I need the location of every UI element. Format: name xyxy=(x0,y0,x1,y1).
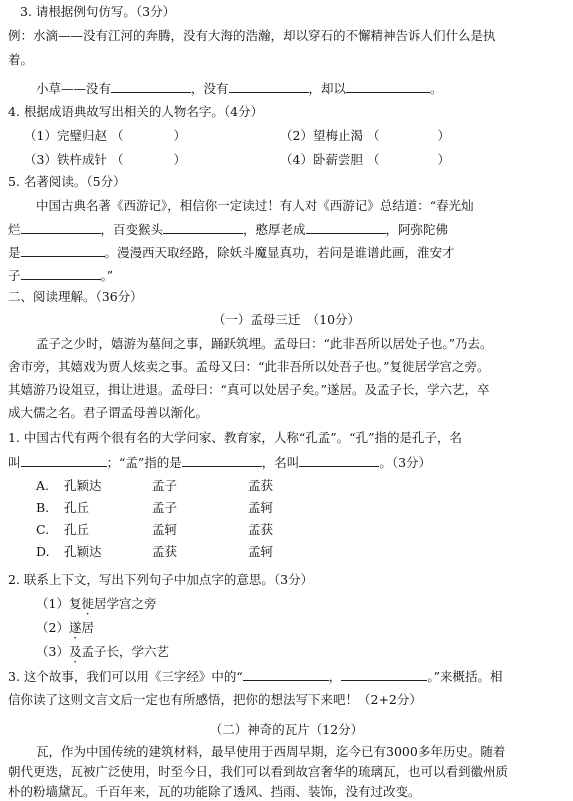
s2-q2-title: 2. 联系上下文，写出下列句子中加点字的意思。（3分） xyxy=(8,572,314,587)
option-letter: A. xyxy=(36,478,50,493)
q5-line1: 中国古典名著《西游记》，相信你一定读过！有人对《西游记》总结道：“春光灿 xyxy=(36,198,474,213)
q3-fill-line xyxy=(36,80,443,97)
passage1-line: 成大儒之名。君子谓孟母善以渐化。 xyxy=(8,405,209,420)
option-letter: C. xyxy=(36,522,50,537)
q4-item-2 xyxy=(280,128,467,144)
item-text: 居学宫之旁 xyxy=(93,596,157,611)
s2-q1-line1: 1. 中国古代有两个很有名的大学问家、教育家，人称“孔孟”。“孔”指的是孔子，名 xyxy=(8,430,462,445)
q4-item-label: （4）卧薪尝胆 xyxy=(280,152,363,167)
s2-q1-line2 xyxy=(8,454,431,471)
q4-item-label: （2）望梅止渴 xyxy=(280,128,363,143)
q3-fill-b: ，没有 xyxy=(191,81,229,96)
q4-item-1 xyxy=(24,128,197,144)
option-cell: 孟子 xyxy=(152,500,178,515)
q5-blank-5[interactable] xyxy=(21,267,101,280)
paren-right: ） xyxy=(173,152,186,167)
q5-line3 xyxy=(8,244,455,261)
dotted-char: 徙 xyxy=(81,596,94,611)
q3-fill-c: ，却以 xyxy=(308,81,347,96)
subsection2-title: （二）神奇的瓦片（12分） xyxy=(209,722,364,737)
s2-q1-text: ；“孟”指的是 xyxy=(106,455,182,470)
option-cell: 孔颖达 xyxy=(64,544,102,559)
s2-q1-text: 叫 xyxy=(8,455,21,470)
passage1-line: 孟子之少时，嬉游为墓间之事，踊跃筑埋。孟母曰：“此非吾所以居处子也。”乃去。 xyxy=(36,336,493,351)
passage2-line: 瓦，作为中国传统的建筑材料，最早使用于西周早期，迄今已有3000多年历史。随着 xyxy=(36,744,506,759)
item-number: （1） xyxy=(36,596,69,611)
paren-left: （ xyxy=(110,152,124,167)
s2-q1-blank-2[interactable] xyxy=(182,454,262,467)
option-cell: 孟子 xyxy=(152,478,178,493)
s2-q3-blank-1[interactable] xyxy=(243,668,329,681)
passage1-line: 其嬉游乃设俎豆，揖让进退。孟母曰：“真可以处居子矣。”遂居。及孟子长，学六艺，卒 xyxy=(8,382,490,397)
option-cell: 孟轲 xyxy=(152,522,178,537)
s2-q3-line1 xyxy=(8,668,502,685)
item-text: 居 xyxy=(81,620,94,635)
s2-q3-line2: 信你读了这则文言文后一定也有所感悟，把你的想法写下来吧！（2+2分） xyxy=(8,692,422,707)
q5-text: 子 xyxy=(8,268,21,283)
s2-q1-blank-3[interactable] xyxy=(299,454,379,467)
q5-blank-2[interactable] xyxy=(163,221,243,234)
paren-right: ） xyxy=(437,128,450,143)
q3-blank-2[interactable] xyxy=(229,80,309,93)
q5-blank-4[interactable] xyxy=(21,244,105,257)
q3-example-line1: 例：水滴——没有江河的奔腾，没有大海的浩瀚，却以穿石的不懈精神告诉人们什么是执 xyxy=(8,28,496,43)
q5-text: ，阿弥陀佛 xyxy=(385,222,449,237)
q4-item-label: （1）完璧归赵 xyxy=(24,128,107,143)
q3-example-line2: 着。 xyxy=(8,52,34,67)
dotted-char: 遂 xyxy=(68,620,82,635)
q5-blank-1[interactable] xyxy=(21,221,101,234)
s2-q3-text: 。”来概括。相 xyxy=(427,669,503,684)
s2-q1-blank-1[interactable] xyxy=(21,454,107,467)
s2-q1-text: ，名叫 xyxy=(261,455,300,470)
subsection1-title: （一）孟母三迁 （10分） xyxy=(212,312,361,327)
option-cell: 孟获 xyxy=(248,522,274,537)
option-cell: 孟获 xyxy=(152,544,178,559)
option-letter: D. xyxy=(36,544,50,559)
q5-line2 xyxy=(8,221,448,238)
option-cell: 孔丘 xyxy=(64,500,90,515)
paren-left: （ xyxy=(110,128,124,143)
option-cell: 孟轲 xyxy=(248,544,274,559)
q3-blank-3[interactable] xyxy=(346,80,430,93)
q5-text: ，百变猴头 xyxy=(100,222,164,237)
item-number: （3） xyxy=(36,644,69,659)
q4-item-4 xyxy=(280,152,467,168)
paren-left: （ xyxy=(366,152,380,167)
paren-right: ） xyxy=(173,128,186,143)
section2-title: 二、阅读理解。（36分） xyxy=(8,289,143,304)
item-text: 复 xyxy=(68,596,82,611)
q5-text: 。漫漫西天取经路，除妖斗魔显真功，若问是谁谱此画，淮安才 xyxy=(104,245,455,260)
q5-text: 烂 xyxy=(8,222,21,237)
q5-text: ，憨厚老成 xyxy=(243,222,306,237)
q5-blank-3[interactable] xyxy=(306,221,386,234)
q5-text: 。” xyxy=(100,268,114,283)
option-cell: 孔丘 xyxy=(64,522,90,537)
option-letter: B. xyxy=(36,500,50,515)
paren-right: ） xyxy=(437,152,450,167)
passage2-line: 朴的粉墙黛瓦。千百年来，瓦的功能除了透风、挡雨、装饰，没有过改变。 xyxy=(8,784,421,799)
passage1-line: 舍市旁，其嬉戏为贾人炫卖之事。孟母又曰：“此非吾所以处吾子也。”复徙居学宫之旁。 xyxy=(8,359,490,374)
option-cell: 孔颖达 xyxy=(64,478,102,493)
q4-item-label: （3）铁杵成针 xyxy=(24,152,107,167)
q3-title: 3. 请根据例句仿写。（3分） xyxy=(20,4,176,19)
q5-text: 是 xyxy=(8,245,21,260)
item-number: （2） xyxy=(36,620,69,635)
s2-q1-text: 。（3分） xyxy=(379,455,432,470)
s2-q2-item xyxy=(36,620,94,636)
s2-q2-item xyxy=(36,644,169,660)
q4-item-3 xyxy=(24,152,197,168)
q3-fill-end: 。 xyxy=(430,81,443,96)
s2-q2-item xyxy=(36,596,157,612)
s2-q3-blank-2[interactable] xyxy=(341,668,427,681)
passage2-line: 朝代更迭，瓦被广泛使用，时至今日，我们可以看到故宫奢华的琉璃瓦，也可以看到徽州质 xyxy=(8,764,509,779)
item-text: 孟子长，学六艺 xyxy=(81,644,169,659)
dotted-char: 及 xyxy=(68,644,82,659)
q3-fill-a: 小草——没有 xyxy=(36,81,112,96)
q5-line4 xyxy=(8,267,113,284)
q5-title: 5. 名著阅读。（5分） xyxy=(8,174,126,189)
option-cell: 孟轲 xyxy=(248,500,274,515)
option-cell: 孟获 xyxy=(248,478,274,493)
s2-q3-text: 3. 这个故事，我们可以用《三字经》中的“ xyxy=(8,669,243,684)
q3-blank-1[interactable] xyxy=(111,80,191,93)
paren-left: （ xyxy=(366,128,380,143)
s2-q3-text: ， xyxy=(328,669,342,684)
q4-title: 4. 根据成语典故写出相关的人物名字。（4分） xyxy=(8,104,264,119)
